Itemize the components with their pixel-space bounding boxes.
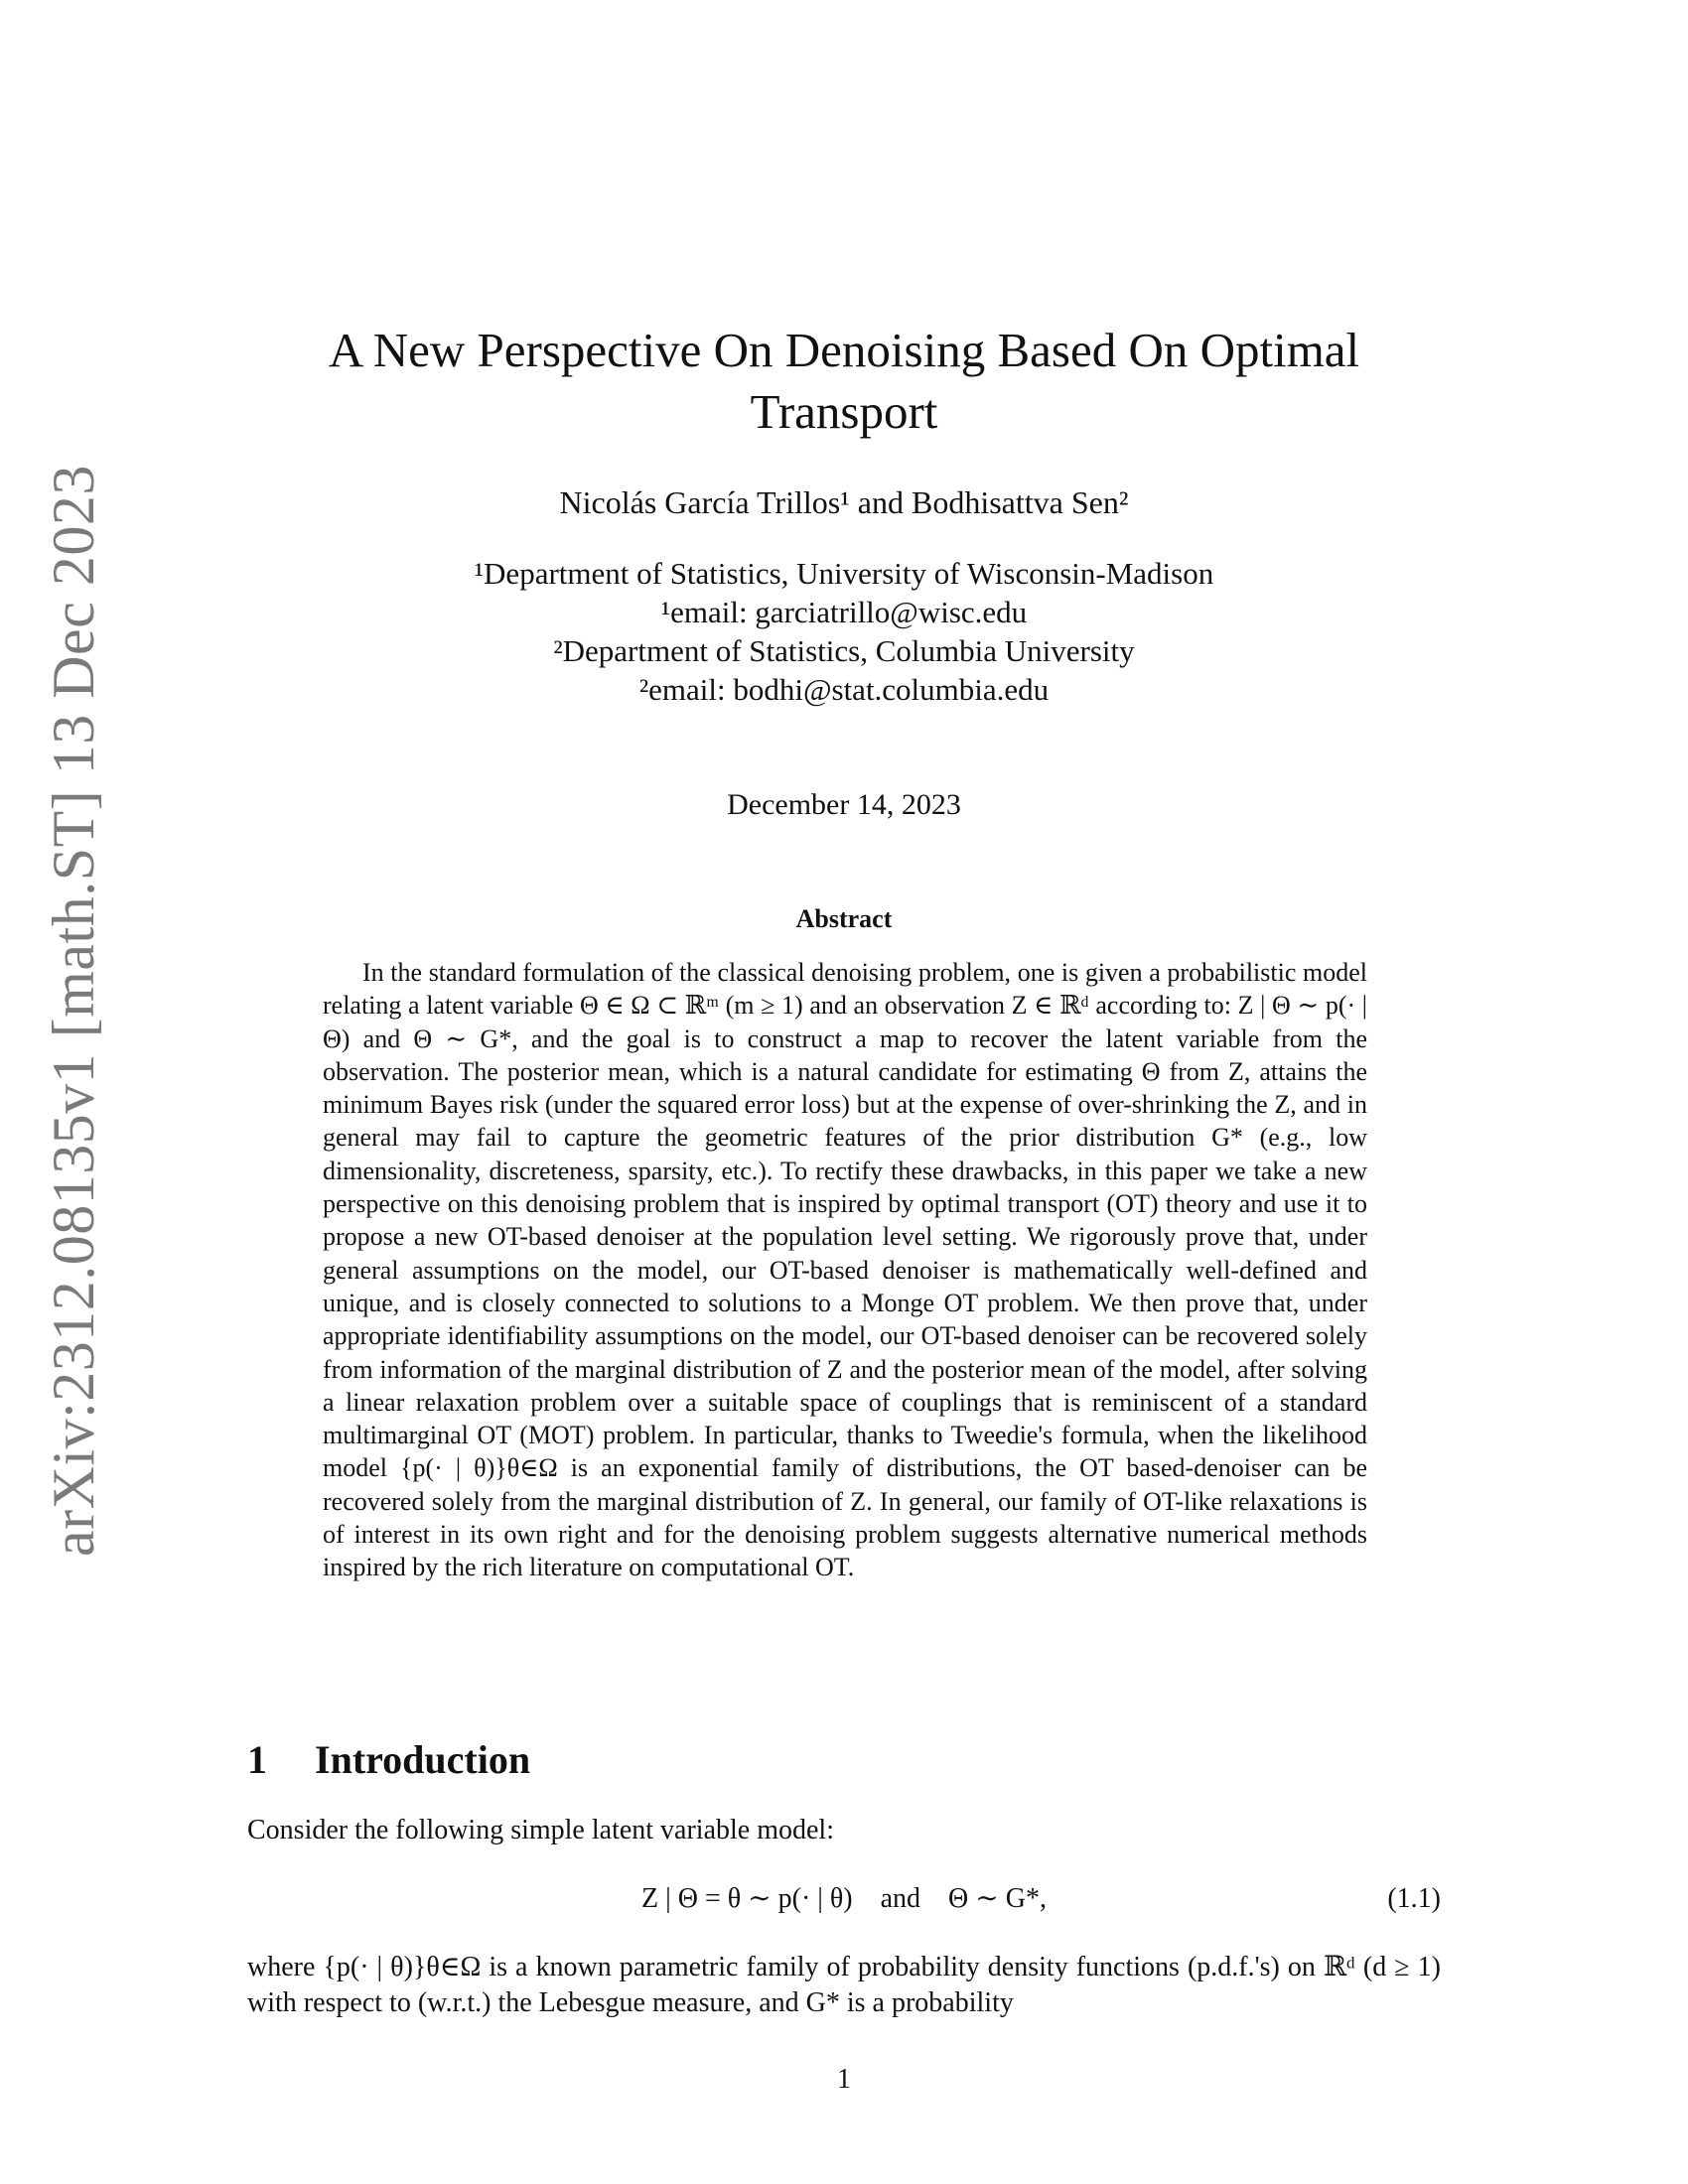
- affiliations: [238, 554, 1450, 709]
- section-number: 1: [247, 1737, 267, 1782]
- paper-date: December 14, 2023: [727, 788, 961, 821]
- affiliation-line: ¹Department of Statistics, University of Wisconsin-Madison: [474, 556, 1214, 591]
- email-line: ¹email: garciatrillo@wisc.edu: [660, 595, 1028, 629]
- display-equation: [247, 1880, 1441, 1918]
- paper-title: A New Perspective On Denoising Based On Optimal Transport: [328, 323, 1360, 439]
- section-title: Introduction: [315, 1737, 531, 1782]
- arxiv-stamp: arXiv:2312.08135v1 [math.ST] 13 Dec 2023: [41, 465, 106, 1557]
- body-paragraph: where {p(· | θ)}θ∈Ω is a known parametric family of probability density functions (p.d.f.'s) on ℝᵈ (d ≥ 1) with respect to (w.r.t.) the Lebesgue measure, and G* is a probability: [247, 1952, 1441, 2018]
- author-list: Nicolás García Trillos¹ and Bodhisattva Sen²: [559, 484, 1129, 520]
- page-number: 1: [837, 2064, 851, 2095]
- abstract-text: In the standard formulation of the classical denoising problem, one is given a probabilistic model relating a latent variable Θ ∈ Ω ⊂ ℝᵐ (m ≥ 1) and an observation Z ∈ ℝᵈ according to: Z | Θ ∼ p(· | Θ) and Θ ∼ G*, and the goal is to construct a map to recover the latent variable from the observation. The posterior mean, which is a natural candidate for estimating Θ from Z, attains the minimum Bayes risk (under the squared error loss) but at the expense of over-shrinking the Z, and in general may fail to capture the geometric features of the prior distribution G* (e.g., low dimensionality, discreteness, sparsity, etc.). To rectify these drawbacks, in this paper we take a new perspective on this denoising problem that is inspired by optimal transport (OT) theory and use it to propose a new OT-based denoiser at the population level setting. We rigorously prove that, under general assumptions on the model, our OT-based denoiser is mathematically well-defined and unique, and is closely connected to solutions to a Monge OT problem. We then prove that, under appropriate identifiability assumptions on the model, our OT-based denoiser can be recovered solely from information of the marginal distribution of Z and the posterior mean of the model, after solving a linear relaxation problem over a suitable space of couplings that is reminiscent of a standard multimarginal OT (MOT) problem. In particular, thanks to Tweedie's formula, when the likelihood model {p(· | θ)}θ∈Ω is an exponential family of distributions, the OT based-denoiser can be recovered solely from the marginal distribution of Z. In general, our family of OT-like relaxations is of interest in its own right and for the denoising problem suggests alternative numerical methods inspired by the rich literature on computational OT.: [323, 958, 1367, 1582]
- section-heading: [247, 1736, 530, 1784]
- abstract-heading: Abstract: [795, 904, 893, 933]
- equation-text: Z | Θ = θ ∼ p(· | θ) and Θ ∼ G*,: [641, 1883, 1047, 1914]
- affiliation-line: ²Department of Statistics, Columbia University: [553, 633, 1135, 668]
- body-paragraph: Consider the following simple latent variable model:: [247, 1815, 834, 1845]
- email-line: ²email: bodhi@stat.columbia.edu: [638, 672, 1050, 707]
- equation-number: (1.1): [1387, 1883, 1441, 1914]
